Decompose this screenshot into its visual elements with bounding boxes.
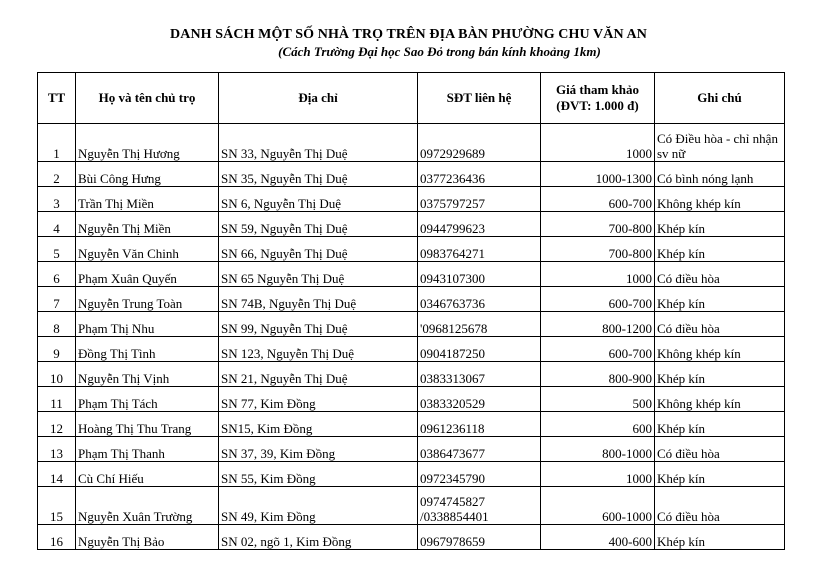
- cell-phone: 0375797257: [418, 187, 541, 212]
- cell-owner-name: Phạm Xuân Quyến: [76, 262, 219, 287]
- cell-phone: 0972929689: [418, 124, 541, 162]
- cell-owner-name: Trần Thị Miền: [76, 187, 219, 212]
- table-row: [38, 262, 785, 287]
- cell-address: SN 65 Nguyễn Thị Duệ: [219, 262, 418, 287]
- table-row: [38, 337, 785, 362]
- table-row: [38, 124, 785, 162]
- cell-phone: '0968125678: [418, 312, 541, 337]
- cell-address: SN 02, ngõ 1, Kim Đồng: [219, 525, 418, 550]
- cell-note: Có điều hòa: [655, 437, 785, 462]
- cell-owner-name: Nguyễn Thị Bảo: [76, 525, 219, 550]
- cell-tt: 3: [38, 187, 76, 212]
- cell-owner-name: Nguyễn Thị Vịnh: [76, 362, 219, 387]
- cell-owner-name: Đồng Thị Tình: [76, 337, 219, 362]
- cell-address: SN15, Kim Đồng: [219, 412, 418, 437]
- cell-price: 600: [541, 412, 655, 437]
- boarding-house-table: [37, 72, 785, 550]
- cell-note: Có điều hòa: [655, 312, 785, 337]
- table-row: [38, 387, 785, 412]
- cell-tt: 11: [38, 387, 76, 412]
- cell-address: SN 49, Kim Đồng: [219, 487, 418, 525]
- cell-price: 600-700: [541, 287, 655, 312]
- document-subtitle: [0, 44, 817, 60]
- cell-address: SN 59, Nguyễn Thị Duệ: [219, 212, 418, 237]
- cell-tt: 5: [38, 237, 76, 262]
- cell-tt: 7: [38, 287, 76, 312]
- table-row: [38, 237, 785, 262]
- cell-owner-name: Phạm Thị Thanh: [76, 437, 219, 462]
- cell-phone: 0961236118: [418, 412, 541, 437]
- header-name: Họ và tên chủ trọ: [76, 73, 219, 124]
- cell-address: SN 99, Nguyễn Thị Duệ: [219, 312, 418, 337]
- cell-owner-name: Nguyễn Văn Chinh: [76, 237, 219, 262]
- cell-address: SN 37, 39, Kim Đồng: [219, 437, 418, 462]
- cell-price: 600-700: [541, 187, 655, 212]
- cell-phone: 0383320529: [418, 387, 541, 412]
- cell-note: Không khép kín: [655, 387, 785, 412]
- cell-tt: 8: [38, 312, 76, 337]
- cell-owner-name: Nguyễn Trung Toàn: [76, 287, 219, 312]
- cell-note: Có điều hòa: [655, 262, 785, 287]
- cell-note: Khép kín: [655, 412, 785, 437]
- cell-owner-name: Nguyễn Thị Miền: [76, 212, 219, 237]
- cell-price: 600-1000: [541, 487, 655, 525]
- cell-address: SN 74B, Nguyễn Thị Duệ: [219, 287, 418, 312]
- cell-owner-name: Hoàng Thị Thu Trang: [76, 412, 219, 437]
- table-row: [38, 212, 785, 237]
- cell-address: SN 77, Kim Đồng: [219, 387, 418, 412]
- header-price: Giá tham khảo (ĐVT: 1.000 đ): [541, 73, 655, 124]
- cell-note: Khép kín: [655, 287, 785, 312]
- cell-phone: 0383313067: [418, 362, 541, 387]
- cell-owner-name: Bùi Công Hưng: [76, 162, 219, 187]
- header-phone: SĐT liên hệ: [418, 73, 541, 124]
- cell-phone: 0386473677: [418, 437, 541, 462]
- table-row: [38, 362, 785, 387]
- cell-price: 500: [541, 387, 655, 412]
- table-row: [38, 487, 785, 525]
- cell-note: Khép kín: [655, 525, 785, 550]
- cell-tt: 10: [38, 362, 76, 387]
- table-row: [38, 462, 785, 487]
- cell-price: 700-800: [541, 212, 655, 237]
- table-header-row: [38, 73, 785, 124]
- cell-phone: 0967978659: [418, 525, 541, 550]
- cell-address: SN 21, Nguyễn Thị Duệ: [219, 362, 418, 387]
- cell-note: Có bình nóng lạnh: [655, 162, 785, 187]
- cell-phone: 0943107300: [418, 262, 541, 287]
- cell-phone: 0972345790: [418, 462, 541, 487]
- table-body: [38, 124, 785, 550]
- cell-note: Khép kín: [655, 237, 785, 262]
- cell-owner-name: Nguyễn Xuân Trường: [76, 487, 219, 525]
- header-tt: TT: [38, 73, 76, 124]
- cell-note: Không khép kín: [655, 337, 785, 362]
- cell-address: SN 66, Nguyễn Thị Duệ: [219, 237, 418, 262]
- cell-address: SN 55, Kim Đồng: [219, 462, 418, 487]
- cell-phone: 0983764271: [418, 237, 541, 262]
- cell-address: SN 6, Nguyễn Thị Duệ: [219, 187, 418, 212]
- cell-price: 800-1000: [541, 437, 655, 462]
- table-row: [38, 312, 785, 337]
- cell-address: SN 35, Nguyễn Thị Duệ: [219, 162, 418, 187]
- cell-note: Khép kín: [655, 362, 785, 387]
- cell-price: 700-800: [541, 237, 655, 262]
- cell-phone: 0904187250: [418, 337, 541, 362]
- cell-phone: 0944799623: [418, 212, 541, 237]
- header-note: Ghi chú: [655, 73, 785, 124]
- table-row: [38, 412, 785, 437]
- cell-price: 1000: [541, 124, 655, 162]
- cell-price: 1000: [541, 262, 655, 287]
- cell-price: 1000-1300: [541, 162, 655, 187]
- cell-tt: 4: [38, 212, 76, 237]
- cell-owner-name: Nguyễn Thị Hương: [76, 124, 219, 162]
- document-title: DANH SÁCH MỘT SỐ NHÀ TRỌ TRÊN ĐỊA BÀN PHƯỜNG CHU VĂN AN: [170, 27, 647, 42]
- table-row: [38, 287, 785, 312]
- cell-tt: 14: [38, 462, 76, 487]
- cell-tt: 2: [38, 162, 76, 187]
- table-row: [38, 525, 785, 550]
- cell-tt: 15: [38, 487, 76, 525]
- cell-tt: 6: [38, 262, 76, 287]
- cell-address: SN 123, Nguyễn Thị Duệ: [219, 337, 418, 362]
- cell-tt: 16: [38, 525, 76, 550]
- cell-tt: 12: [38, 412, 76, 437]
- cell-price: 800-900: [541, 362, 655, 387]
- cell-tt: 9: [38, 337, 76, 362]
- subtitle-text: (Cách Trường Đại học Sao Đỏ trong bán kính khoảng 1km): [278, 44, 601, 59]
- cell-price: 800-1200: [541, 312, 655, 337]
- cell-price: 600-700: [541, 337, 655, 362]
- cell-price: 1000: [541, 462, 655, 487]
- cell-note: Khép kín: [655, 212, 785, 237]
- cell-price: 400-600: [541, 525, 655, 550]
- cell-tt: 13: [38, 437, 76, 462]
- cell-phone: 0346763736: [418, 287, 541, 312]
- cell-phone: 0377236436: [418, 162, 541, 187]
- cell-owner-name: Phạm Thị Nhu: [76, 312, 219, 337]
- cell-owner-name: Cù Chí Hiếu: [76, 462, 219, 487]
- cell-note: Không khép kín: [655, 187, 785, 212]
- cell-phone: 0974745827 /0338854401: [418, 487, 541, 525]
- table-row: [38, 162, 785, 187]
- table-row: [38, 187, 785, 212]
- cell-note: Khép kín: [655, 462, 785, 487]
- cell-tt: 1: [38, 124, 76, 162]
- cell-note: Có điều hòa: [655, 487, 785, 525]
- cell-note: Có Điều hòa - chỉ nhận sv nữ: [655, 124, 785, 162]
- cell-address: SN 33, Nguyễn Thị Duệ: [219, 124, 418, 162]
- header-address: Địa chỉ: [219, 73, 418, 124]
- table-row: [38, 437, 785, 462]
- cell-owner-name: Phạm Thị Tách: [76, 387, 219, 412]
